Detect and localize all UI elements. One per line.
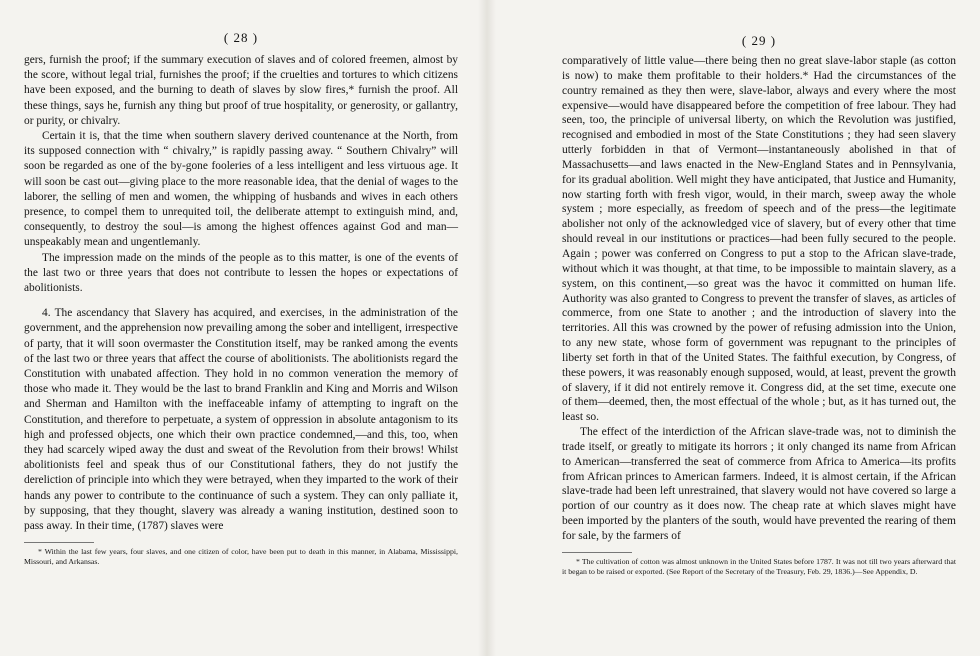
right-paragraph-1: comparatively of little value—there being then no great slave-labor staple (as cotton is now) to make them profitable to their holders.* Had the circumstances of the country remained as they then were, slave-labor, always and every where the most expensive—would have disappeared before the competition of free labour. They had seen, too, the principle of universal liberty, on which the Revolution was justified, recognised and embodied in most of the State Constitutions ; they had seen slavery utterly forbidden in that of Vermont—instantaneously abolished in that of Massachusetts—and laws enacted in the New-England States and in Pennsylvania, for its gradual abolition. Well might they have anticipated, that Justice and Humanity, now starting forth with fresh vigor, would, in their march, sweep away the whole system ; more especially, as freedom of speech and of the press—the legitimate abolisher not only of the acknowledged vice of slavery, but of every other that time should reveal in our institutions or practices—had been fully secured to the people. Again ; power was conferred on Congress to put a stop to the African slave-trade, without which it was thought, at that time, to be impossible to maintain slavery, as a system, on this continent,—so great was the havoc it committed on human life. Authority was also granted to Congress to prevent the transfer of slaves, as articles of commerce, from one State to another ; and the introduction of slavery into the territories. All this was crowned by the power of refusing admission into the Union, to any new state, whose form of government was repugnant to the principles of liberty set forth in that of the United States. The faithful execution, by Congress, of these powers, it was reasonably enough supposed, would, at least, prevent the growth of slavery, if it did not entirely remove it. Congress did, at the set time, execute one of them—deemed, then, the most effectual of the whole ; but, as it has turned out, the least so. [562,55,956,424]
footnote-rule-right [562,552,632,553]
book-gutter [478,0,496,656]
footnote-right: * The cultivation of cotton was almost unknown in the United States before 1787. It was not till two years afterward that it began to be raised or exported. (See Report of the Secretary of the Treasury, Feb. 29, 1836.)—See Appendix, D. [562,556,956,576]
left-paragraph-2: Certain it is, that the time when southern slavery derived countenance at the North, from its supposed connection with “ chivalry,” is rapidly passing away. “ Southern Chivalry” will soon be regarded as one of the by-gone fooleries of a less intelligent and less virtuous age. It will soon be cast out—giving place to the more reasonable idea, that the denial of wages to the laborer, the selling of men and women, the whipping of husbands and wives in each others presence, to compel them to unrequited toil, the deliberate attempt to extinguish mind, and, consequently, to destroy the soul—is among the highest offences against God and man—unspeakably mean and ungentlemanly. [24,130,458,249]
footnote-rule-left [24,542,94,543]
page-number-left: ( 28 ) [223,30,259,45]
left-paragraph-4: 4. The ascendancy that Slavery has acquired, and exercises, in the administration of the government, and the apprehension now prevailing among the sober and intelligent, irrespective of party, that it will soon overmaster the Constitution itself, may be ranked among the events of the last two or three years that affect the course of abolitionists. The abolitionists regard the Constitution with unabated affection. They hold in no common veneration the memory of those who made it. They would be the last to brand Franklin and King and Morris and Wilson and Sherman and Hamilton with the ineffaceable infamy of attempting to ingraft on the Constitution, and therefore to perpetuate, a system of oppression in absolute antagonism to its high and professed objects, one which their own practice condemned,—and this, too, when they had scarcely wiped away the dust and sweat of the Revolution from their brows! Whilst abolitionists feel and speak thus of our Constitutional fathers, they do not justify the dereliction of principle into which they were betrayed, when they imparted to the work of their hands any power to contribute to the continuance of such a system. They can only palliate it, by supposing, that they thought, slavery was already a waning institution, destined soon to pass away. In their time, (1787) slaves were [24,307,458,533]
page-number-right: ( 29 ) [741,33,777,48]
section-gap [24,296,458,306]
footnote-left: * Within the last few years, four slaves, and one citizen of color, have been put to death in this manner, in Alabama, Mississippi, Missouri, and Arkansas. [24,547,458,567]
left-paragraph-1: gers, furnish the proof; if the summary execution of slaves and of colored freemen, almost by the score, without legal trial, furnishes the proof; if the cruelties and tortures to which citizens have been exposed, and the burning to death of slaves by slow fires,* furnish the proof. All these things, says he, furnish any thing but proof of true hospitality, or generosity, or gallantry, or purity, or chivalry. [24,54,458,127]
right-page [500,0,980,656]
left-page [0,0,470,656]
right-paragraph-2: The effect of the interdiction of the African slave-trade was, not to diminish the trade itself, or greatly to mitigate its horrors ; it only changed its name from African to American—transferred the seat of commerce from Africa to America—its profits from African princes to American farmers. Indeed, it is almost certain, if the African slave-trade had been left unrestrained, that slavery would not have covered so large a portion of our country as it does now. The cheap rate at which slaves might have been imported by the planters of the south, would have prevented the rearing of them for sale, by the farmers of [562,426,956,542]
left-paragraph-3: The impression made on the minds of the people as to this matter, is one of the events of the last two or three years that does not contribute to lessen the hopes or expectations of abolitionists. [24,251,458,295]
